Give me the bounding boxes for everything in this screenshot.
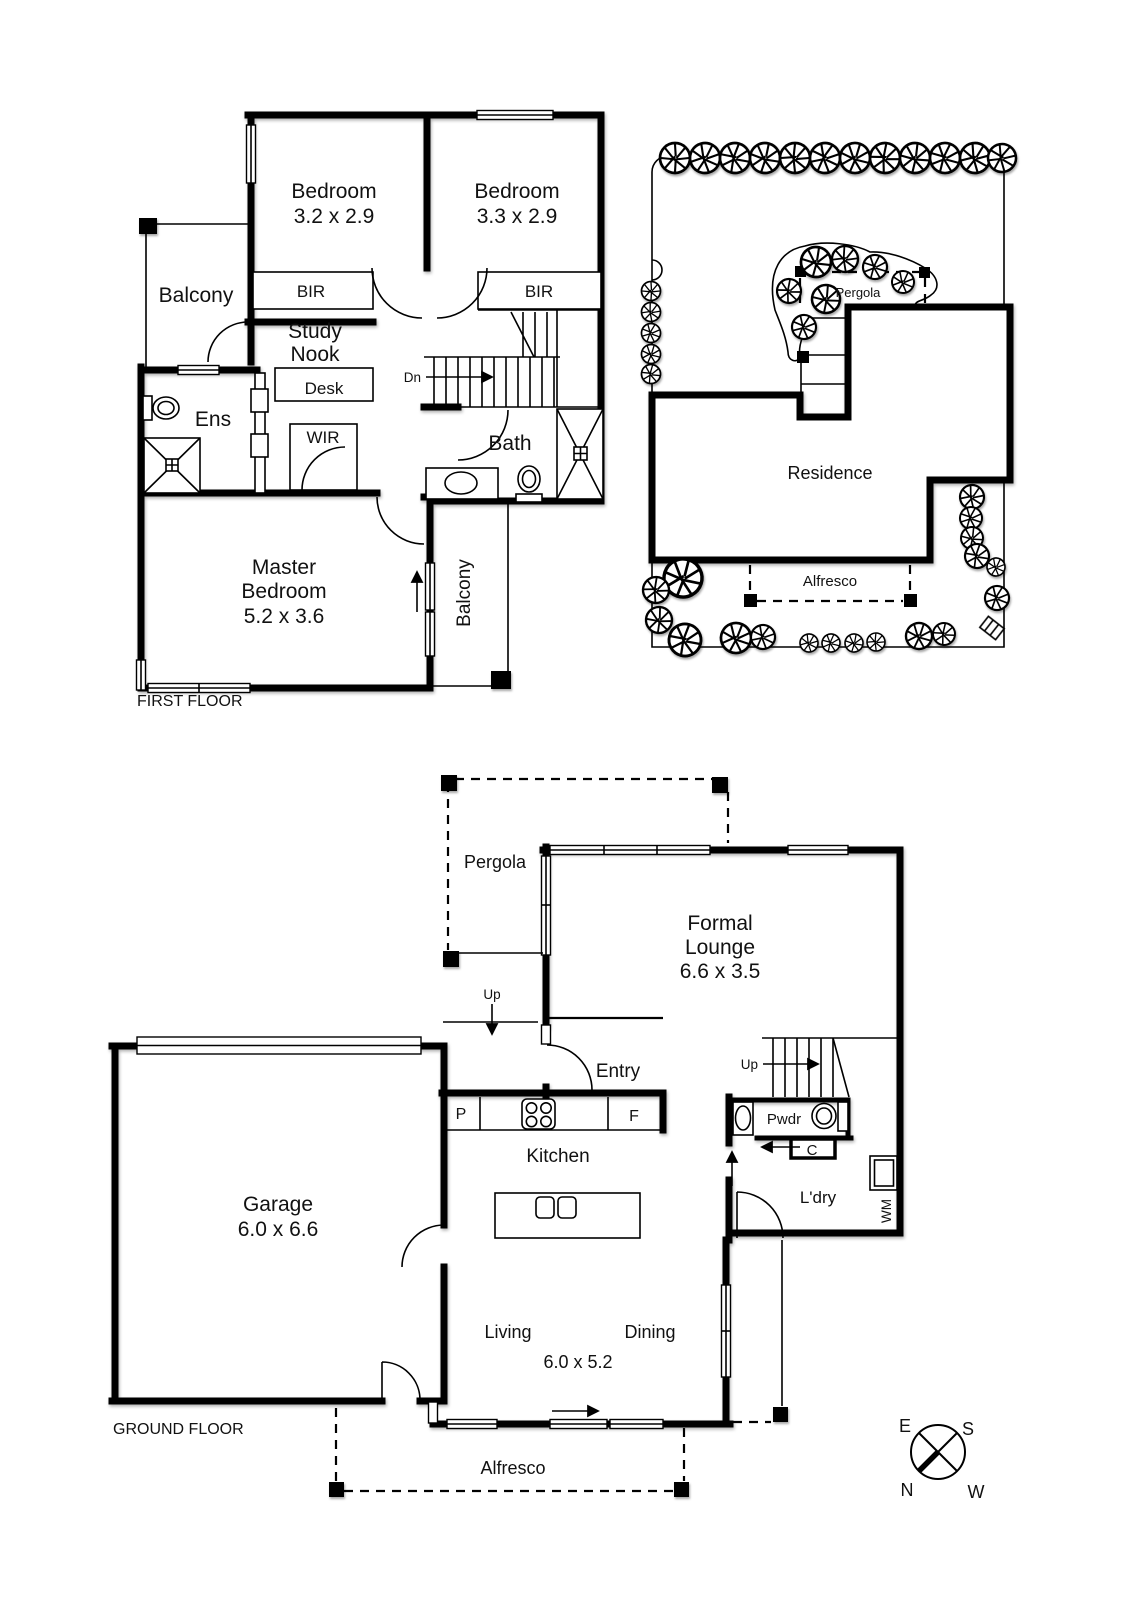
garage-internal-door-arc: [402, 1225, 444, 1267]
tree-icon: [639, 321, 663, 345]
tree-icon: [789, 312, 819, 342]
ens-fixtures: [143, 396, 200, 493]
pantry-label: P: [455, 1106, 467, 1123]
balcony-post: [139, 218, 157, 234]
lounge-rear-outer-wall: [543, 850, 900, 1233]
master-label2: Bedroom: [241, 580, 327, 603]
ground-floor-title: GROUND FLOOR: [113, 1421, 244, 1438]
site-alfresco-label: Alfresco: [802, 573, 858, 590]
study-nook-label: Study: [288, 320, 342, 343]
bedroom1-door-arc: [372, 268, 422, 318]
tree-icon: [836, 139, 874, 177]
sink-icon: [558, 1197, 576, 1218]
gate-icon: [980, 616, 1004, 639]
gf-pergola-label: Pergola: [463, 852, 527, 872]
site-plan: [638, 137, 1019, 662]
compass-north: N: [900, 1480, 914, 1500]
master-dims: 5.2 x 3.6: [243, 605, 325, 628]
robe-pillar: [251, 434, 268, 457]
residence-label: Residence: [787, 463, 873, 483]
garage-label: Garage: [242, 1193, 314, 1216]
cupboard-label: C: [806, 1142, 818, 1159]
powder-label: Pwdr: [766, 1111, 802, 1128]
desk-label: Desk: [304, 379, 344, 398]
bedroom1-label: Bedroom: [291, 180, 377, 203]
tree-icon: [859, 251, 891, 283]
bedroom1-dims: 3.2 x 2.9: [293, 205, 375, 228]
washing-machine-label: WM: [879, 1199, 894, 1223]
compass-west: W: [967, 1482, 985, 1502]
bedroom2-dims: 3.3 x 2.9: [476, 205, 558, 228]
stairs-down-label: Dn: [403, 370, 421, 385]
porch-up-label: Up: [483, 987, 501, 1002]
first-floor-title: FIRST FLOOR: [137, 693, 243, 710]
tree-icon: [819, 631, 843, 655]
compass-east: E: [898, 1416, 912, 1436]
master-label1: Master: [251, 556, 317, 579]
balcony-right-label: Balcony: [454, 559, 475, 627]
lounge-label2: Lounge: [684, 936, 756, 959]
front-door-arc: [547, 1045, 592, 1090]
tree-icon: [986, 142, 1018, 174]
toilet-cistern-icon: [838, 1102, 848, 1131]
tree-icon: [863, 629, 888, 654]
laundry-fixtures: [870, 1156, 897, 1190]
residence-entry-steps: [797, 351, 848, 415]
tree-icon: [639, 342, 663, 366]
kitchen-label: Kitchen: [526, 1146, 590, 1167]
balcony-post: [491, 671, 511, 689]
tree-icon: [747, 140, 784, 177]
living-dining-dims: 6.0 x 5.2: [543, 1352, 613, 1372]
gf-pergola-outline: [441, 775, 728, 1022]
dining-label: Dining: [624, 1322, 676, 1342]
toilet-cistern-icon: [143, 396, 152, 420]
gf-alfresco-label: Alfresco: [480, 1458, 546, 1478]
living-walls: [433, 1240, 730, 1424]
tree-icon: [807, 140, 844, 177]
compass-icon: [899, 1416, 985, 1502]
tree-icon: [638, 299, 665, 326]
ground-floor-plan: [112, 775, 985, 1502]
garage-rear-door-arc: [382, 1362, 420, 1400]
balcony-door-arc: [208, 322, 248, 362]
tree-icon: [898, 141, 933, 176]
tree-icon: [843, 632, 865, 654]
tree-icon: [642, 282, 661, 301]
tree-icon: [638, 361, 664, 387]
garage-dims: 6.0 x 6.6: [237, 1218, 319, 1241]
robe-pillar: [251, 389, 268, 412]
master-door-arc: [377, 497, 424, 544]
sink-icon: [536, 1197, 554, 1218]
stairs-up-label: Up: [740, 1057, 758, 1072]
tree-icon: [660, 143, 690, 173]
tree-icon: [902, 619, 936, 653]
study-nook-label2: Nook: [290, 343, 340, 366]
compass-south: S: [961, 1419, 975, 1439]
tree-icon: [982, 583, 1013, 614]
tree-icon: [716, 618, 756, 658]
bedroom2-label: Bedroom: [474, 180, 560, 203]
bath-label: Bath: [488, 432, 532, 455]
bath-fixtures: [426, 409, 603, 502]
fridge-label: F: [629, 1108, 639, 1125]
wir-label: WIR: [306, 428, 340, 447]
toilet-icon-inner: [158, 402, 174, 415]
lounge-dims: 6.6 x 3.5: [679, 960, 761, 983]
stairs-down: [424, 310, 601, 407]
tree-icon: [797, 631, 822, 656]
laundry-label: L'dry: [799, 1188, 837, 1207]
bir-right-label: BIR: [524, 282, 554, 301]
lounge-label1: Formal: [687, 912, 753, 935]
entry-label: Entry: [595, 1061, 641, 1082]
stairs-up: [762, 1038, 900, 1097]
tree-icon: [929, 619, 960, 650]
balcony-left-label: Balcony: [158, 284, 234, 307]
tree-icon: [645, 606, 673, 634]
bir-left-label: BIR: [296, 282, 326, 301]
ens-label: Ens: [194, 408, 232, 431]
first-floor-plan: [137, 111, 604, 711]
residence-outline: [652, 307, 1010, 560]
living-label: Living: [484, 1322, 532, 1342]
site-pergola-label: Pergola: [835, 285, 881, 300]
